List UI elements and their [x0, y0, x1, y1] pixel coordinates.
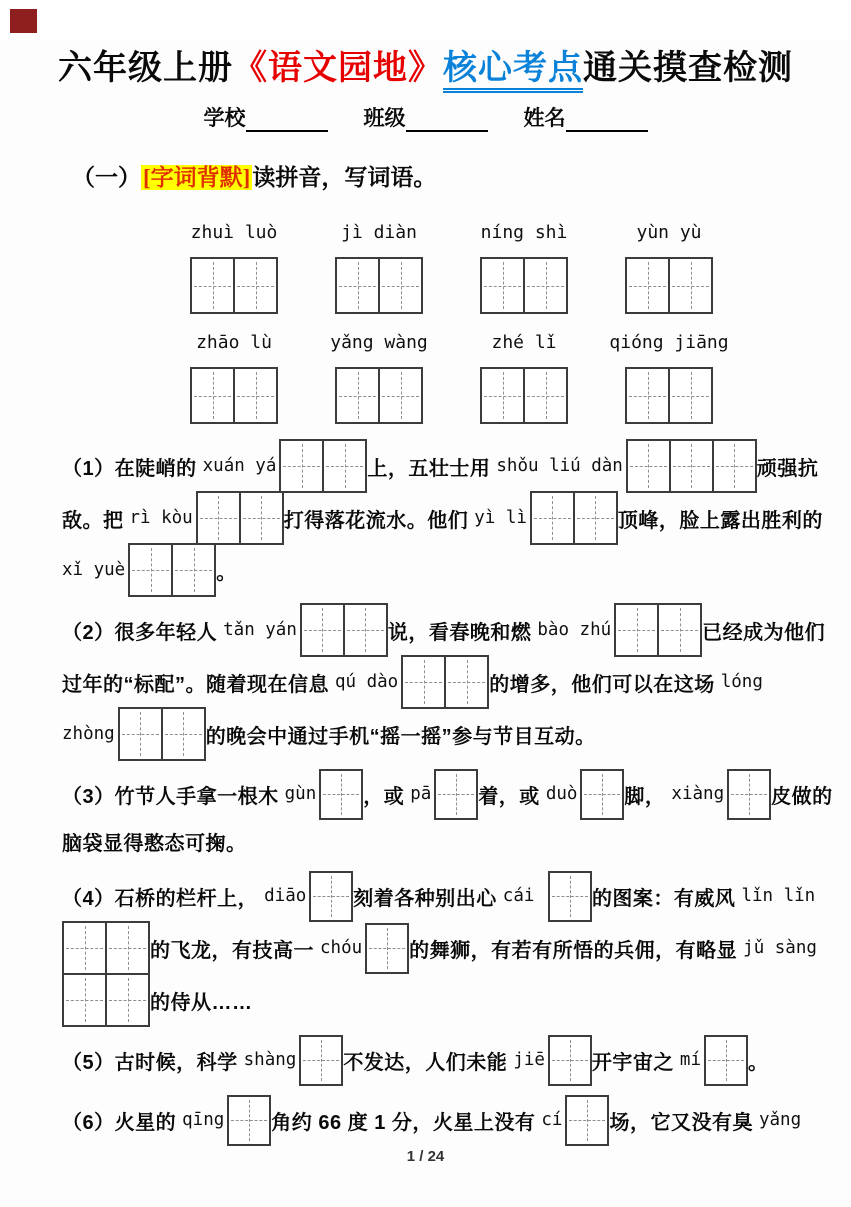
- chinese-text: 顽强抗: [756, 457, 819, 480]
- chinese-text: 顶峰，脸上露出胜利的: [617, 509, 823, 532]
- chinese-text: 刻着各种别出心: [353, 887, 497, 910]
- pinyin-label: zhāo lù: [196, 332, 272, 354]
- chinese-text: 的飞龙，有技高一: [150, 939, 314, 962]
- pinyin-text: lǐn lǐn: [741, 886, 816, 907]
- sentence-line: [62, 974, 792, 1026]
- pinyin-word-group: [480, 332, 568, 424]
- pinyin-label: yùn yù: [636, 222, 702, 244]
- chinese-text: （1）在陡峭的: [62, 457, 197, 480]
- sentence-line: [62, 492, 823, 544]
- pinyin-row: [190, 332, 851, 424]
- grid-cell: [567, 1097, 607, 1144]
- sentence-line: [62, 708, 792, 760]
- pinyin-word-group: [190, 222, 278, 314]
- writing-grid-box-2cell: [190, 367, 278, 424]
- chinese-text: 脚，: [624, 785, 666, 808]
- chinese-text: 不发达，人们未能: [343, 1051, 508, 1074]
- writing-grid-box-1cell: [565, 1095, 609, 1146]
- pinyin-text: rì kòu: [129, 508, 193, 529]
- grid-cell: [64, 975, 105, 1025]
- grid-cell: [105, 975, 148, 1025]
- pinyin-text: tǎn yán: [223, 620, 297, 641]
- chinese-text: 的增多，他们可以在这场: [489, 673, 715, 696]
- chinese-text: （2）很多年轻人: [62, 621, 218, 644]
- writing-grid-box-1cell: [309, 871, 353, 922]
- grid-cell: [523, 259, 566, 312]
- grid-cell: [120, 709, 161, 759]
- grid-cell: [343, 605, 386, 655]
- writing-grid-box-2cell: [625, 257, 713, 314]
- writing-grid-box-1cell: [299, 1035, 343, 1086]
- chinese-text: ，或: [363, 785, 405, 808]
- chinese-text: 打得落花流水。他们: [283, 509, 469, 532]
- sentence-line: [62, 656, 792, 708]
- chinese-text: 的侍从……: [150, 991, 253, 1014]
- title-suffix-part: 通关摸查检测: [583, 50, 793, 87]
- sentence-line: [62, 440, 819, 492]
- grid-cell: [668, 369, 711, 422]
- grid-cell: [337, 369, 378, 422]
- writing-grid-box-1cell: [434, 769, 478, 820]
- grid-cell: [668, 259, 711, 312]
- chinese-text: 脑袋显得憨态可掬。: [62, 832, 247, 855]
- section-heading: [72, 159, 851, 192]
- writing-grid-box-2cell: [530, 491, 618, 545]
- writing-grid-box-2cell: [480, 367, 568, 424]
- chinese-text: 的图案：有威风: [591, 887, 736, 910]
- grid-cell: [482, 369, 523, 422]
- grid-cell: [706, 1037, 746, 1084]
- grid-cell: [627, 369, 668, 422]
- pinyin-word-group: [335, 222, 423, 314]
- pinyin-word-group: [330, 332, 428, 424]
- chinese-text: 已经成为他们: [702, 621, 826, 644]
- writing-grid-box-2cell: [401, 655, 489, 709]
- pinyin-word-group: [480, 222, 568, 314]
- writing-grid-box-1cell: [365, 923, 409, 974]
- pinyin-row: [190, 222, 851, 314]
- section-instruction: 读拼音，写词语。: [252, 165, 437, 191]
- writing-grid-box-1cell: [319, 769, 363, 820]
- pinyin-text: shàng: [243, 1050, 297, 1071]
- grid-cell: [550, 873, 590, 920]
- title-grade-part: 六年级上册: [58, 50, 233, 87]
- pinyin-text: zhòng: [62, 724, 115, 745]
- sentence-line: [62, 820, 792, 862]
- chinese-text: 说，看春晚和燃: [387, 621, 532, 644]
- pinyin-text: diāo: [264, 886, 307, 907]
- grid-cell: [233, 369, 276, 422]
- sentence-line: [62, 922, 817, 974]
- pinyin-text: shǒu liú dàn: [496, 456, 623, 477]
- chinese-text: 的舞狮，有若有所悟的兵佣，有略显: [409, 939, 738, 962]
- grid-cell: [378, 369, 421, 422]
- student-info-line: [0, 102, 851, 132]
- chinese-text: 。: [748, 1051, 769, 1074]
- pinyin-label: qióng jiāng: [609, 332, 729, 354]
- exercise-sentence: [62, 604, 826, 760]
- grid-cell: [171, 545, 214, 595]
- school-blank-line: [246, 105, 328, 132]
- writing-grid-box-1cell: [704, 1035, 748, 1086]
- pinyin-text: yǎng: [758, 1110, 802, 1131]
- exercise-sentence: [62, 1034, 792, 1086]
- pinyin-text: xǐ yuè: [62, 560, 126, 581]
- pinyin-label: yǎng wàng: [330, 332, 428, 354]
- writing-grid-box-1cell: [548, 1035, 592, 1086]
- grid-cell: [669, 441, 712, 491]
- grid-cell: [233, 259, 276, 312]
- chinese-text: 角约 66 度 1 分，火星上没有: [271, 1111, 536, 1134]
- chinese-text: （4）石桥的栏杆上，: [62, 887, 259, 910]
- grid-cell: [532, 493, 573, 543]
- exercise-sentence: [62, 768, 833, 862]
- writing-grid-box-2cell: [279, 439, 367, 493]
- grid-cell: [301, 1037, 341, 1084]
- grid-cell: [403, 657, 444, 707]
- pinyin-label: zhuì luò: [190, 222, 278, 244]
- pinyin-text: pā: [410, 784, 432, 805]
- writing-grid-box-1cell: [727, 769, 771, 820]
- writing-grid-box-2cell: [118, 707, 206, 761]
- grid-cell: [627, 259, 668, 312]
- pinyin-word-exercise: [0, 222, 851, 424]
- grid-cell: [198, 493, 239, 543]
- class-blank-line: [406, 105, 488, 132]
- writing-grid-box-2cell: [625, 367, 713, 424]
- school-label: 学校: [203, 106, 246, 131]
- pinyin-text: bào zhú: [537, 620, 612, 641]
- chinese-text: （6）火星的: [62, 1111, 177, 1134]
- sentence-fill-exercise: [62, 440, 833, 1146]
- grid-cell: [192, 259, 233, 312]
- exercise-sentence: [62, 440, 823, 596]
- title-keypoints-part: 核心考点: [443, 50, 583, 93]
- grid-cell: [105, 923, 148, 973]
- chinese-text: 上，五壮士用: [367, 457, 491, 480]
- pinyin-text: lóng: [720, 672, 763, 693]
- school-field: [204, 102, 328, 132]
- chinese-text: 皮做的: [771, 785, 833, 808]
- pinyin-text: jǔ sàng: [743, 938, 817, 959]
- grid-cell: [311, 873, 351, 920]
- pinyin-text: duò: [545, 784, 578, 805]
- page-number-indicator: 1 / 24: [406, 1148, 445, 1165]
- name-label: 姓名: [523, 106, 566, 131]
- writing-grid-box-2cell: [62, 973, 150, 1027]
- grid-cell: [161, 709, 204, 759]
- grid-cell: [130, 545, 171, 595]
- sentence-line: [62, 604, 826, 656]
- name-blank-line: [566, 105, 648, 132]
- grid-cell: [523, 369, 566, 422]
- writing-grid-box-1cell: [580, 769, 624, 820]
- grid-cell: [192, 369, 233, 422]
- grid-cell: [239, 493, 282, 543]
- writing-grid-box-2cell: [614, 603, 702, 657]
- chinese-text: 着，或: [478, 785, 540, 808]
- pinyin-word-group: [625, 222, 713, 314]
- writing-grid-box-1cell: [227, 1095, 271, 1146]
- grid-cell: [302, 605, 343, 655]
- pinyin-label: níng shì: [480, 222, 568, 244]
- writing-grid-box-2cell: [335, 367, 423, 424]
- pinyin-text: yì lì: [474, 508, 527, 529]
- title-book-part: 《语文园地》: [233, 50, 443, 87]
- grid-cell: [712, 441, 755, 491]
- writing-grid-box-3cell: [626, 439, 757, 493]
- grid-cell: [482, 259, 523, 312]
- sentence-line: [62, 870, 816, 922]
- grid-cell: [582, 771, 622, 818]
- writing-grid-box-2cell: [300, 603, 388, 657]
- section-tag: [字词背默]: [143, 165, 251, 191]
- writing-grid-box-2cell: [480, 257, 568, 314]
- grid-cell: [229, 1097, 269, 1144]
- writing-grid-box-1cell: [548, 871, 592, 922]
- pinyin-text: qīng: [182, 1110, 225, 1131]
- class-field: [364, 102, 488, 132]
- name-field: [524, 102, 648, 132]
- grid-cell: [616, 605, 657, 655]
- writing-grid-box-2cell: [335, 257, 423, 314]
- grid-cell: [322, 441, 365, 491]
- chinese-text: 过年的“标配”。随着现在信息: [62, 673, 329, 696]
- grid-cell: [337, 259, 378, 312]
- grid-cell: [573, 493, 616, 543]
- page-title: [0, 0, 851, 87]
- sentence-line: [62, 544, 792, 596]
- chinese-text: 敌。把: [62, 509, 124, 532]
- pinyin-word-group: [190, 332, 278, 424]
- grid-cell: [64, 923, 105, 973]
- pinyin-text: jiē: [513, 1050, 545, 1071]
- pinyin-label: jì diàn: [341, 222, 417, 244]
- chinese-text: （5）古时候，科学: [62, 1051, 238, 1074]
- exercise-sentence: [62, 870, 817, 1026]
- grid-cell: [628, 441, 669, 491]
- grid-cell: [378, 259, 421, 312]
- writing-grid-box-2cell: [62, 921, 150, 975]
- grid-cell: [729, 771, 769, 818]
- writing-grid-box-2cell: [190, 257, 278, 314]
- writing-grid-box-2cell: [128, 543, 216, 597]
- pinyin-text: chóu: [320, 938, 363, 959]
- chinese-text: （3）竹节人手拿一根木: [62, 785, 279, 808]
- grid-cell: [550, 1037, 590, 1084]
- class-label: 班级: [363, 106, 406, 131]
- chinese-text: 。: [216, 561, 237, 584]
- grid-cell: [444, 657, 487, 707]
- grid-cell: [321, 771, 361, 818]
- pinyin-text: qú dào: [335, 672, 399, 693]
- exercise-sentence: [62, 1094, 802, 1146]
- grid-cell: [281, 441, 322, 491]
- pinyin-text: gùn: [284, 784, 317, 805]
- grid-cell: [367, 925, 407, 972]
- sentence-line: [62, 768, 833, 820]
- pinyin-text: cí: [541, 1110, 563, 1131]
- section-number: （一）: [72, 165, 141, 191]
- grid-cell: [436, 771, 476, 818]
- pinyin-text: cái: [502, 886, 545, 907]
- pinyin-text: xiàng: [671, 784, 725, 805]
- sentence-line: [62, 1034, 792, 1086]
- pinyin-word-group: [609, 332, 729, 424]
- chinese-text: 场，它又没有臭: [609, 1111, 753, 1134]
- chinese-text: 的晚会中通过手机“摇一摇”参与节目互动。: [205, 725, 596, 748]
- writing-grid-box-2cell: [196, 491, 284, 545]
- pinyin-text: mí: [679, 1050, 701, 1071]
- chinese-text: 开宇宙之: [591, 1051, 674, 1074]
- pinyin-text: xuán yá: [202, 456, 277, 477]
- pinyin-label: zhé lǐ: [491, 332, 557, 354]
- sentence-line: [62, 1094, 802, 1146]
- grid-cell: [657, 605, 700, 655]
